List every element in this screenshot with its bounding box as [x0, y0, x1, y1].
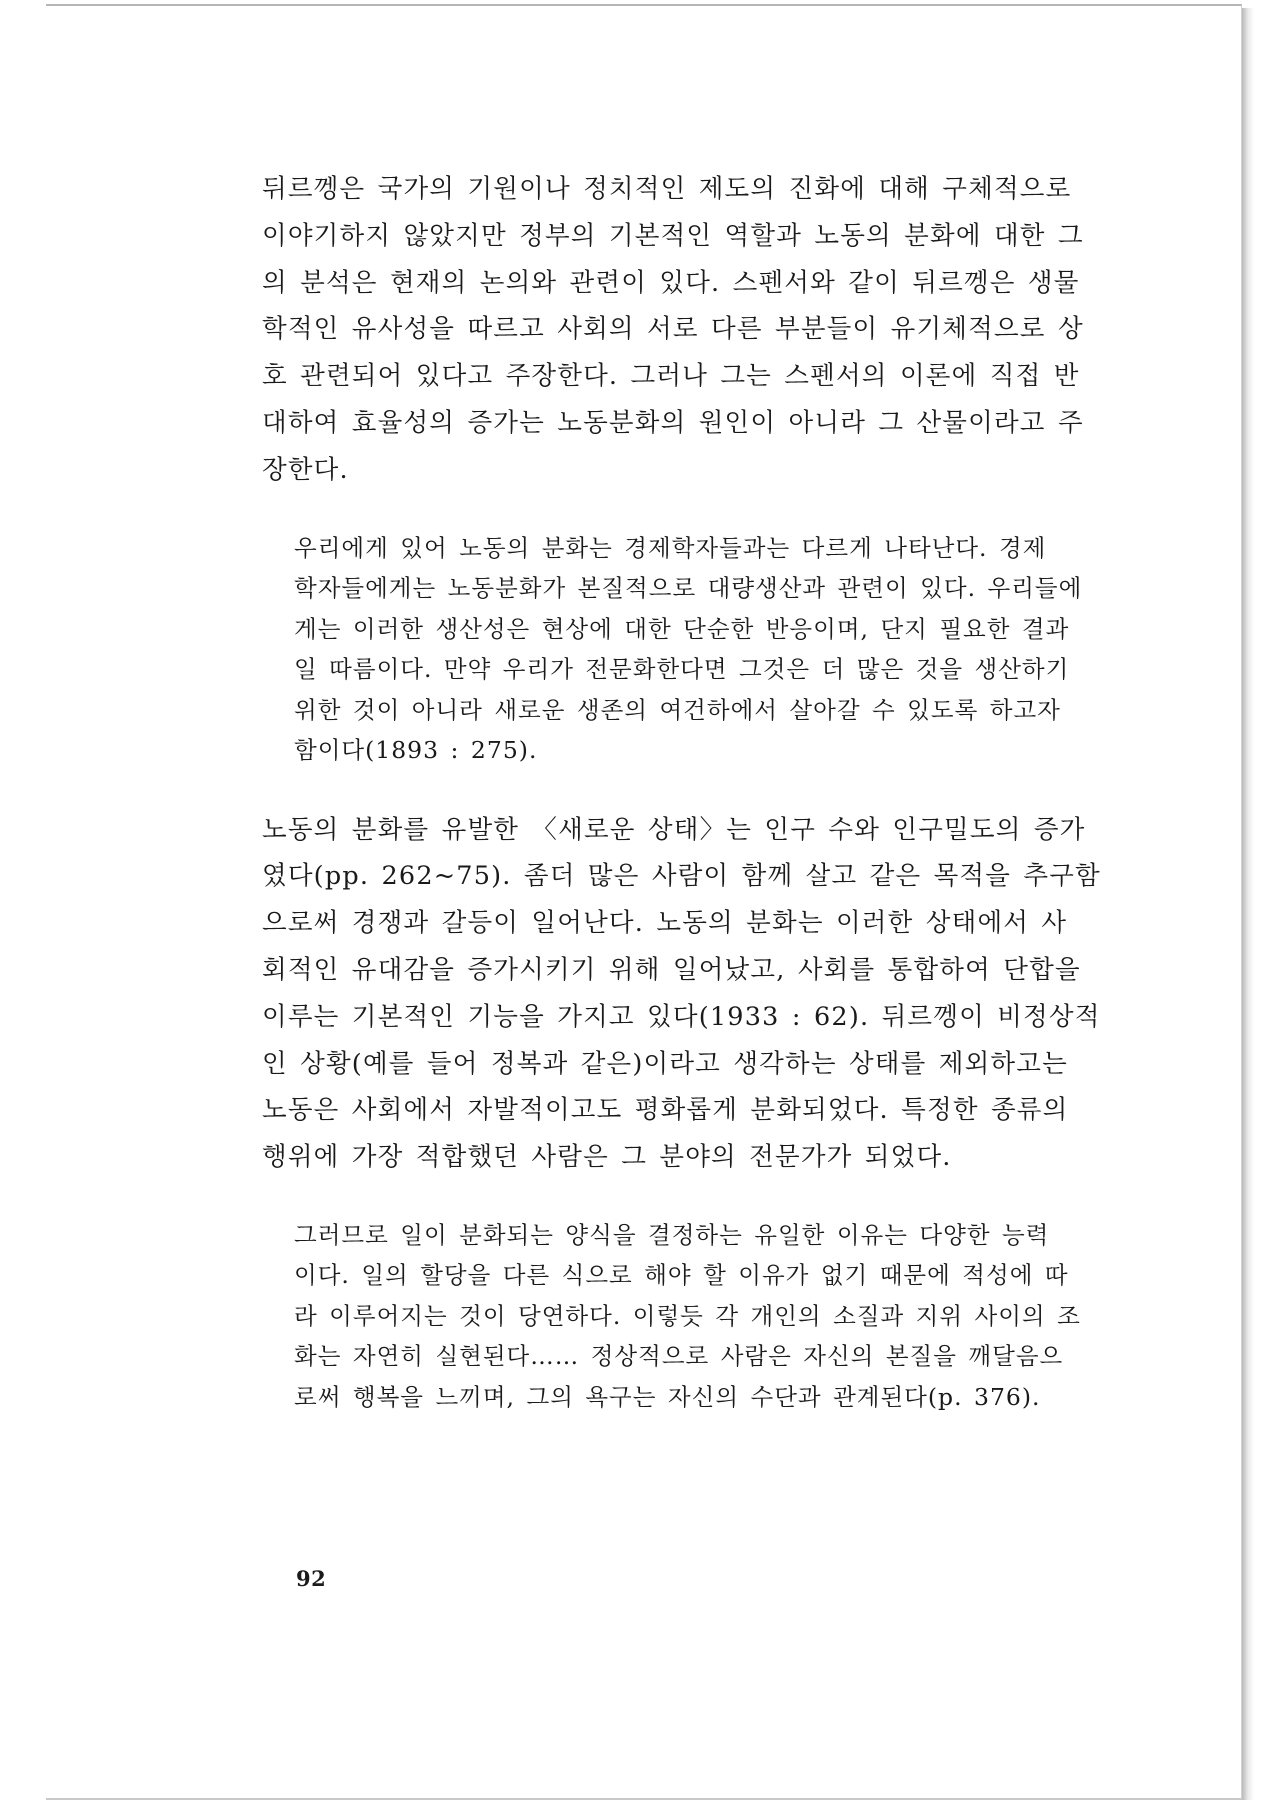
- blockquote-abilities: 그러므로 일이 분화되는 양식을 결정하는 유일한 이유는 다양한 능력 이다. 일의 할당을 다른 식으로 해야 할 이유가 없기 때문에 적성에 따 라 이루어지는 것이 당연하다. 이렇듯 각 개인의 소질과 지위 사이의 조 화는 자연히 실현된다…… 정상적으로 사람은 자신의 본질을 깨달음으 로써 행복을 느끼며, 그의 욕구는 자신의 수단과 관계된다(p. 376).: [294, 1220, 1081, 1411]
- paragraph-new-conditions: 노동의 분화를 유발한 〈새로운 상태〉는 인구 수와 인구밀도의 증가 였다(pp. 262~75). 좀더 많은 사람이 함께 살고 같은 목적을 추구함 으로써 경쟁과 갈등이 일어난다. 노동의 분화는 이러한 상태에서 사 회적인 유대감을 증가시키기 위해 일어났고, 사회를 통합하여 단합을 이루는 기본적인 기능을 가지고 있다(1933 : 62). 뒤르껭이 비정상적 인 상황(예를 들어 정복과 같은)이라고 생각하는 상태를 제외하고는 노동은 사회에서 자발적이고도 평화롭게 분화되었다. 특정한 종류의 행위에 가장 적합했던 사람은 그 분야의 전문가가 되었다.: [262, 814, 1101, 1173]
- page-number: 92: [296, 1566, 327, 1591]
- page-edge-shadow: [1242, 8, 1254, 1800]
- paragraph-durkheim-state: 뒤르껭은 국가의 기원이나 정치적인 제도의 진화에 대해 구체적으로 이야기하지 않았지만 정부의 기본적인 역할과 노동의 분화에 대한 그 의 분석은 현재의 논의와 관련이 있다. 스펜서와 같이 뒤르껭은 생물 학적인 유사성을 따르고 사회의 서로 다른 부분들이 유기체적으로 상 호 관련되어 있다고 주장한다. 그러나 그는 스펜서의 이론에 직접 반 대하여 효율성의 증가는 노동분화의 원인이 아니라 그 산물이라고 주 장한다.: [262, 174, 1084, 485]
- page-text-body: [262, 166, 1120, 1417]
- blockquote-division-of-labor: 우리에게 있어 노동의 분화는 경제학자들과는 다르게 나타난다. 경제 학자들에게는 노동분화가 본질적으로 대량생산과 관련이 있다. 우리들에 게는 이러한 생산성은 현상에 대한 단순한 반응이며, 단지 필요한 결과 일 따름이다. 만약 우리가 전문화한다면 그것은 더 많은 것을 생산하기 위한 것이 아니라 새로운 생존의 여건하에서 살아갈 수 있도록 하고자 함이다(1893 : 275).: [294, 533, 1083, 765]
